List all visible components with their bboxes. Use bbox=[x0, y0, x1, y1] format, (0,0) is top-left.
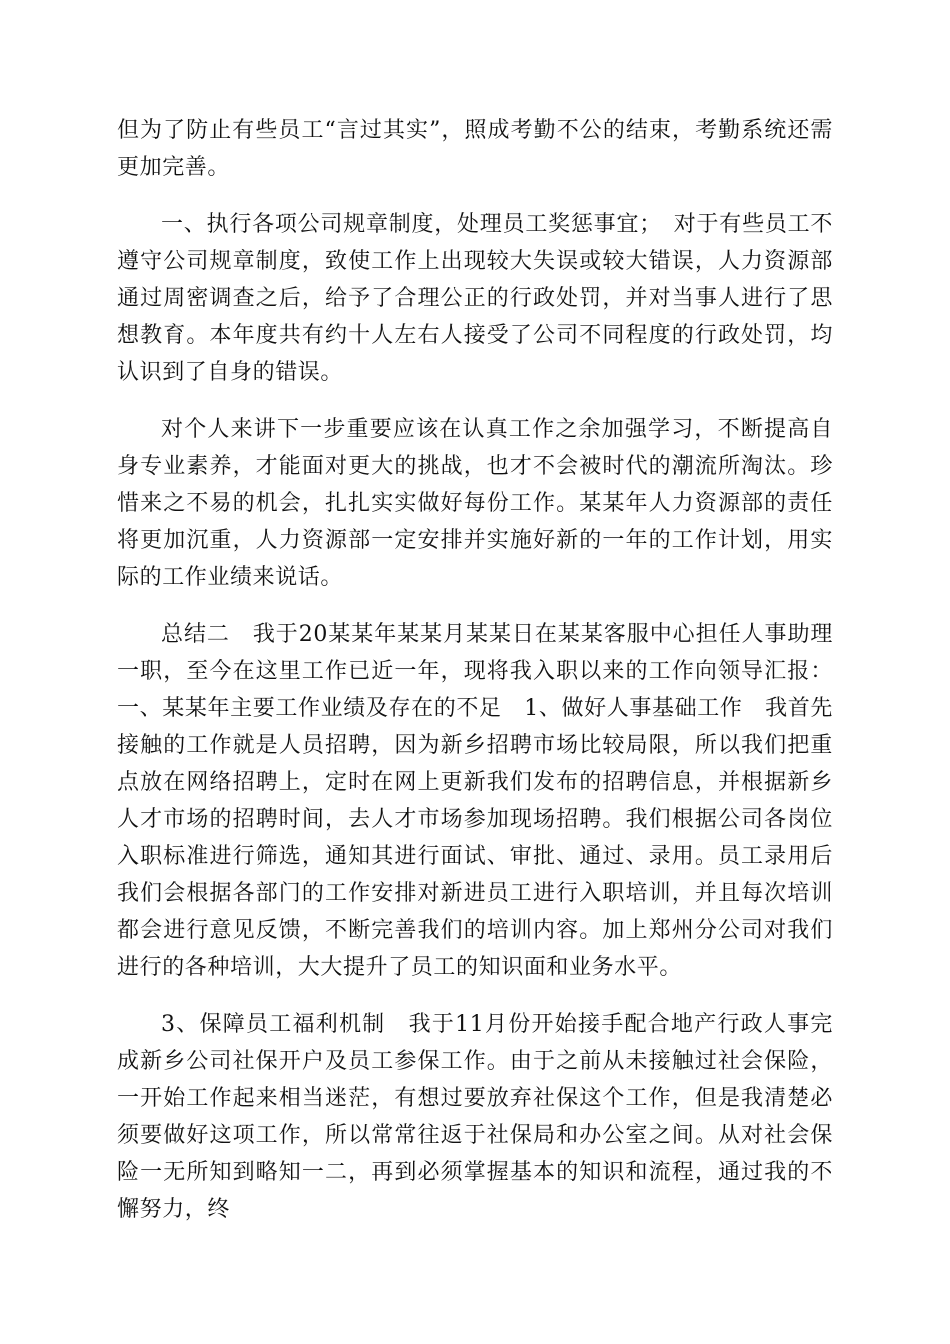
paragraph-4: 总结二 我于20某某年某某月某某日在某某客服中心担任人事助理一职，至今在这里工作已近一年，现将我入职以来的工作向领导汇报：一、某某年主要工作业绩及存在的不足 1、做好人事基础工作 我首先接触的工作就是人员招聘，因为新乡招聘市场比较局限，所以我们把重点放在网络招聘上，定时在网上更新我们发布的招聘信息，并根据新乡人才市场的招聘时间，去人才市场参加现场招聘。我们根据公司各岗位入职标准进行筛选，通知其进行面试、审批、通过、录用。员工录用后我们会根据各部门的工作安排对新进员工进行入职培训，并且每次培训都会进行意见反馈，不断完善我们的培训内容。加上郑州分公司对我们进行的各种培训，大大提升了员工的知识面和业务水平。 bbox=[117, 622, 833, 980]
paragraph-1: 但为了防止有些员工“言过其实”，照成考勤不公的结束，考勤系统还需更加完善。 bbox=[117, 118, 833, 180]
paragraph-3: 对个人来讲下一步重要应该在认真工作之余加强学习，不断提高自身专业素养，才能面对更大的挑战，也才不会被时代的潮流所淘汰。珍惜来之不易的机会，扎扎实实做好每份工作。某某年人力资源部的责任将更加沉重，人力资源部一定安排并实施好新的一年的工作计划，用实际的工作业绩来说话。 bbox=[117, 417, 833, 590]
document-body bbox=[117, 112, 833, 1228]
paragraph-5: 3、保障员工福利机制 我于11月份开始接手配合地产行政人事完成新乡公司社保开户及员工参保工作。由于之前从未接触过社会保险，一开始工作起来相当迷茫，有想过要放弃社保这个工作，但是我清楚必须要做好这项工作，所以常常往返于社保局和办公室之间。从对社会保险一无所知到略知一二，再到必须掌握基本的知识和流程，通过我的不懈努力，终 bbox=[117, 1012, 833, 1222]
paragraph-2: 一、执行各项公司规章制度，处理员工奖惩事宜； 对于有些员工不遵守公司规章制度，致使工作上出现较大失误或较大错误，人力资源部通过周密调查之后，给予了合理公正的行政处罚，并对当事人进行了思想教育。本年度共有约十人左右人接受了公司不同程度的行政处罚，均认识到了自身的错误。 bbox=[117, 212, 833, 385]
